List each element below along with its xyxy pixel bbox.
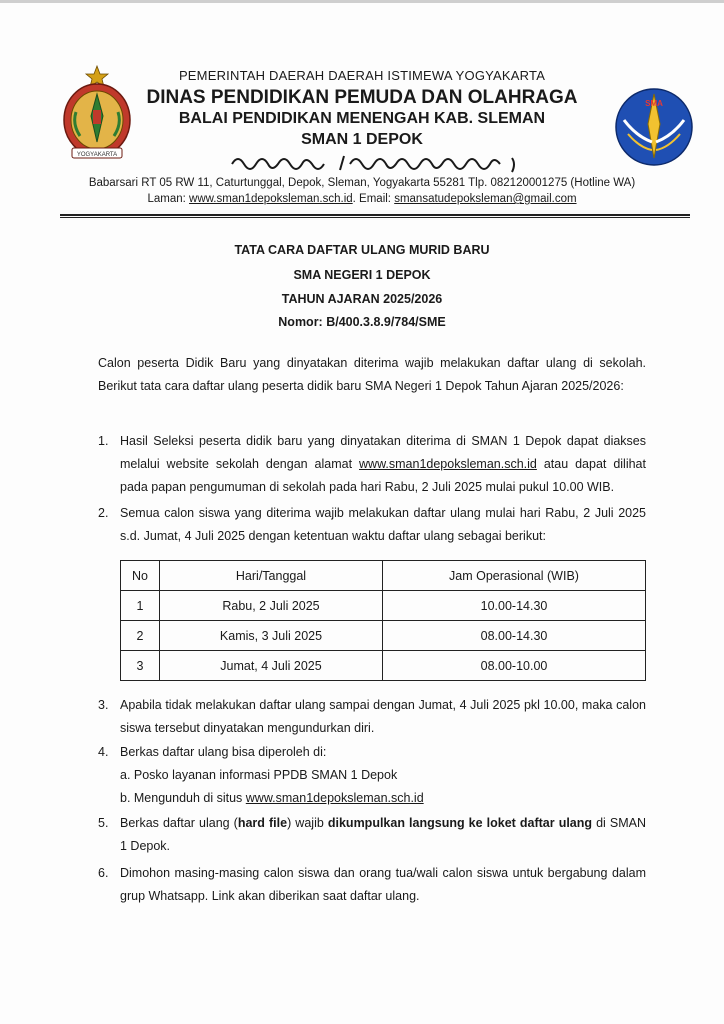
web-label: Laman: bbox=[147, 193, 190, 205]
scan-edge bbox=[0, 0, 724, 3]
office-line: BALAI PENDIDIKAN MENENGAH KAB. SLEMAN bbox=[178, 110, 546, 127]
website-link[interactable]: www.sman1depoksleman.sch.id bbox=[359, 457, 537, 471]
sub-item-a: a. Posko layanan informasi PPDB SMAN 1 Depok bbox=[120, 768, 398, 782]
item5-bold-submit: dikumpulkan langsung ke loket daftar ulang bbox=[327, 816, 593, 830]
header-rule-thin bbox=[60, 217, 690, 218]
table-header-row bbox=[121, 561, 646, 591]
col-header-hours: Jam Operasional (WIB) bbox=[383, 561, 646, 591]
intro-paragraph: Calon peserta Didik Baru yang dinyatakan diterima wajib melakukan daftar ulang di sekolah. Berikut tata cara daftar ulang peserta didik baru SMA Negeri 1 Depok Tahun Ajaran 2025/2026: bbox=[98, 356, 646, 393]
item-number: 1. bbox=[98, 434, 109, 448]
item-number: 6. bbox=[98, 866, 109, 880]
agency-line: DINAS PENDIDIKAN PEMUDA DAN OLAHRAGA bbox=[146, 87, 578, 108]
doc-year: TAHUN AJARAN 2025/2026 bbox=[281, 292, 443, 306]
cell-hours: 08.00-10.00 bbox=[383, 651, 646, 681]
cell-day: Rabu, 2 Juli 2025 bbox=[160, 591, 383, 621]
doc-title: TATA CARA DAFTAR ULANG MURID BARU bbox=[234, 243, 490, 257]
item5-bold-hardfile: hard file bbox=[237, 816, 288, 830]
javanese-script-icon bbox=[226, 150, 526, 174]
doc-school: SMA NEGERI 1 DEPOK bbox=[293, 268, 431, 282]
list-item: Semua calon siswa yang diterima wajib melakukan daftar ulang mulai hari Rabu, 2 Juli 2025 s.d. Jumat, 4 Juli 2025 dengan ketentuan waktu daftar ulang sebagai berikut: bbox=[120, 506, 646, 543]
table-row bbox=[121, 621, 646, 651]
item1-text-a: Hasil Seleksi peserta didik baru yang dinyatakan diterima di SMAN 1 Depok dapat diakses melalui website sekolah dengan alamat bbox=[120, 434, 646, 471]
email-label: . Email: bbox=[352, 193, 395, 205]
item-number: 3. bbox=[98, 698, 109, 712]
list-item bbox=[120, 812, 646, 858]
cell-no: 2 bbox=[121, 621, 160, 651]
item1-text-b: atau dapat dilihat pada papan pengumuman di sekolah pada hari Rabu, 2 Juli 2025 mulai pukul 10.00 WIB. bbox=[120, 457, 646, 494]
gov-line: PEMERINTAH DAERAH DAERAH ISTIMEWA YOGYAKARTA bbox=[178, 68, 546, 83]
col-header-no: No bbox=[121, 561, 160, 591]
schedule-table bbox=[120, 560, 646, 681]
email-link[interactable]: smansatudepoksleman@gmail.com bbox=[394, 193, 577, 205]
doc-number: Nomor: B/400.3.8.9/784/SME bbox=[278, 315, 446, 329]
col-header-day: Hari/Tanggal bbox=[160, 561, 383, 591]
list-item: Apabila tidak melakukan daftar ulang sampai dengan Jumat, 4 Juli 2025 pkl 10.00, maka calon siswa tersebut dinyatakan mengundurkan diri. bbox=[120, 698, 646, 735]
school-address: Babarsari RT 05 RW 11, Caturtunggal, Depok, Sleman, Yogyakarta 55281 Tlp. 082120001275 (Hotline WA) bbox=[88, 177, 636, 189]
contact-line bbox=[0, 193, 724, 205]
cell-day: Kamis, 3 Juli 2025 bbox=[160, 621, 383, 651]
list-item: Berkas daftar ulang bisa diperoleh di: bbox=[120, 745, 327, 759]
item5-text-b: ) wajib bbox=[287, 816, 328, 830]
header-rule-thick bbox=[60, 214, 690, 216]
cell-no: 3 bbox=[121, 651, 160, 681]
cell-day: Jumat, 4 Juli 2025 bbox=[160, 651, 383, 681]
item-number: 5. bbox=[98, 816, 109, 830]
website-link[interactable]: www.sman1depoksleman.sch.id bbox=[245, 791, 424, 805]
right-emblem-text: SMA bbox=[645, 99, 663, 108]
list-item bbox=[120, 430, 646, 499]
table-row bbox=[121, 651, 646, 681]
sub-item-b bbox=[120, 787, 424, 810]
item-number: 4. bbox=[98, 745, 109, 759]
cell-no: 1 bbox=[121, 591, 160, 621]
sub-item-b-text: b. Mengunduh di situs bbox=[120, 791, 246, 805]
school-name: SMAN 1 DEPOK bbox=[301, 131, 423, 148]
item5-text-a: Berkas daftar ulang ( bbox=[120, 816, 238, 830]
cell-hours: 08.00-14.30 bbox=[383, 621, 646, 651]
item5-text-c: di SMAN 1 Depok. bbox=[120, 816, 647, 853]
cell-hours: 10.00-14.30 bbox=[383, 591, 646, 621]
left-emblem-banner-text: YOGYAKARTA bbox=[76, 152, 118, 158]
website-link[interactable]: www.sman1depoksleman.sch.id bbox=[189, 193, 353, 205]
list-item: Dimohon masing-masing calon siswa dan orang tua/wali calon siswa untuk bergabung dalam grup Whatsapp. Link akan diberikan saat daftar ulang. bbox=[120, 866, 646, 903]
table-row bbox=[121, 591, 646, 621]
item-number: 2. bbox=[98, 506, 109, 520]
